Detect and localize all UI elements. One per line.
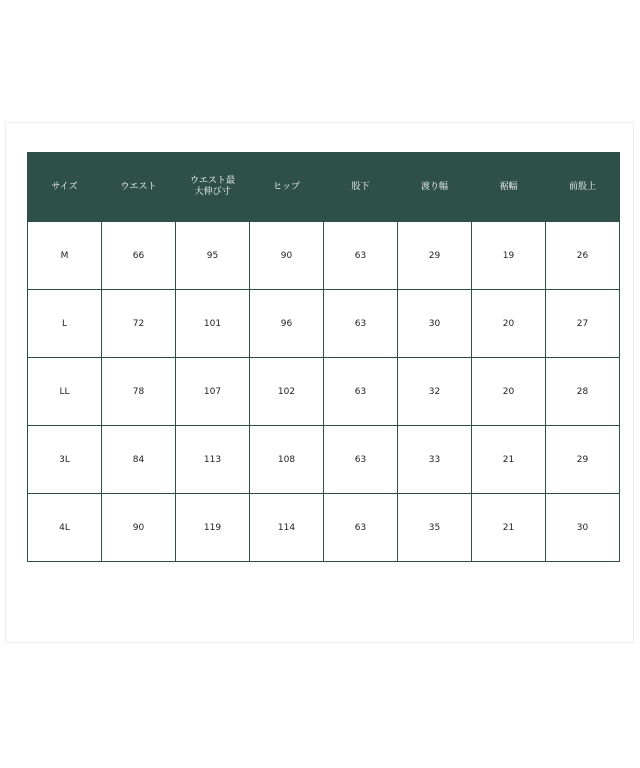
table-row [28,426,620,494]
table-header-row [28,153,620,222]
table-cell: 78 [102,358,176,426]
table-cell: 107 [176,358,250,426]
table-cell: 21 [472,494,546,562]
table-row [28,222,620,290]
table-cell: 32 [398,358,472,426]
table-cell: 95 [176,222,250,290]
table-cell: 101 [176,290,250,358]
table-cell: 108 [250,426,324,494]
table-cell: 29 [398,222,472,290]
table-row [28,358,620,426]
table-cell: 30 [398,290,472,358]
table-cell: 66 [102,222,176,290]
table-cell: 119 [176,494,250,562]
size-chart-table [27,152,620,562]
header-waist-max-stretch: ウエスト最 大伸び寸 [176,153,250,222]
table-cell: 19 [472,222,546,290]
table-cell: 63 [324,494,398,562]
table-cell: 96 [250,290,324,358]
table-cell: L [28,290,102,358]
table-cell: 113 [176,426,250,494]
table-cell: 20 [472,358,546,426]
header-hem-width: 裾幅 [472,153,546,222]
table-row [28,290,620,358]
table-cell: 28 [546,358,620,426]
table-cell: 21 [472,426,546,494]
table-cell: 90 [102,494,176,562]
table-cell: 72 [102,290,176,358]
table-row [28,494,620,562]
table-cell: 63 [324,426,398,494]
table-cell: 26 [546,222,620,290]
table-cell: 3L [28,426,102,494]
header-waist: ウエスト [102,153,176,222]
table-cell: 20 [472,290,546,358]
header-thigh-width: 渡り幅 [398,153,472,222]
header-inseam: 股下 [324,153,398,222]
table-cell: 63 [324,290,398,358]
table-cell: 27 [546,290,620,358]
header-size: サイズ [28,153,102,222]
header-hip: ヒップ [250,153,324,222]
table-cell: 30 [546,494,620,562]
table-cell: 63 [324,358,398,426]
table-cell: 102 [250,358,324,426]
table-cell: 114 [250,494,324,562]
table-cell: LL [28,358,102,426]
table-cell: 35 [398,494,472,562]
table-cell: 33 [398,426,472,494]
table-cell: M [28,222,102,290]
table-cell: 4L [28,494,102,562]
header-front-rise: 前股上 [546,153,620,222]
table-cell: 63 [324,222,398,290]
table-cell: 84 [102,426,176,494]
table-cell: 29 [546,426,620,494]
table-cell: 90 [250,222,324,290]
